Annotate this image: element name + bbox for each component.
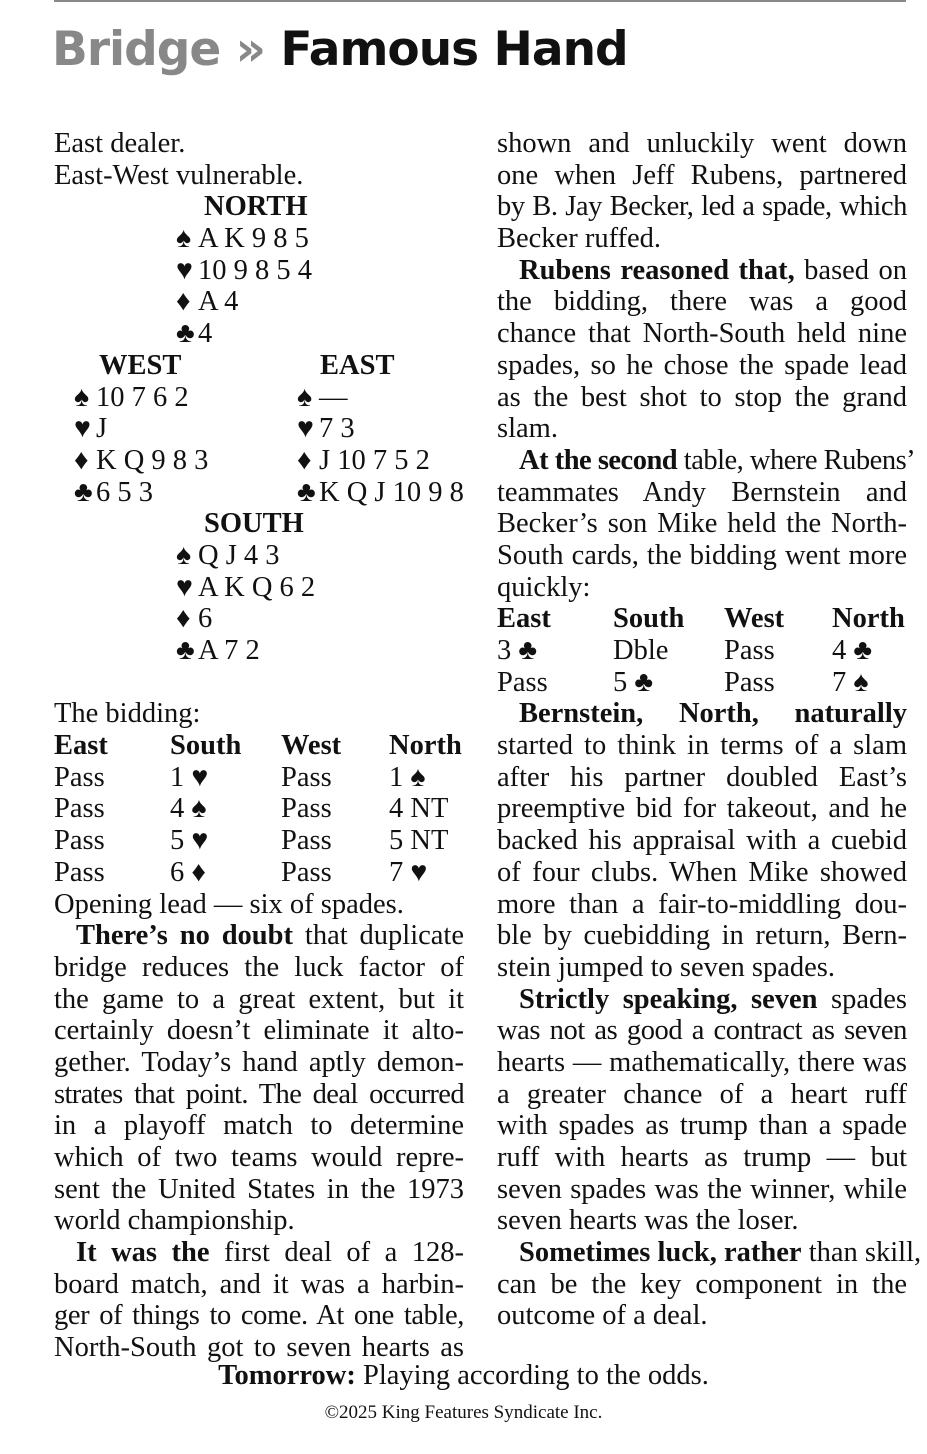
bid-cell: Pass bbox=[724, 635, 775, 666]
left-column bbox=[54, 128, 464, 1364]
text-line: was not as good a contract as seven bbox=[497, 1015, 907, 1047]
dealer-line: East dealer. bbox=[54, 128, 186, 159]
north-clubs: 4 bbox=[198, 318, 213, 350]
text-line: as the best shot to stop the grand bbox=[497, 381, 907, 413]
bidding-row bbox=[497, 667, 907, 699]
diamond-icon: ♦ bbox=[74, 444, 89, 476]
diamond-icon: ♦ bbox=[176, 286, 191, 318]
text-line: that duplicate bbox=[293, 920, 464, 952]
text-line: more than a fair-to-middling dou- bbox=[497, 888, 907, 920]
west-hearts: J bbox=[96, 413, 108, 445]
article-paragraph bbox=[497, 255, 907, 445]
east-diamonds: J 10 7 5 2 bbox=[319, 444, 430, 476]
text-line: than skill, bbox=[801, 1237, 922, 1269]
east-label: EAST bbox=[320, 349, 395, 381]
north-diamonds: A 4 bbox=[198, 286, 239, 318]
south-clubs: A 7 2 bbox=[198, 635, 260, 667]
west-spades: 10 7 6 2 bbox=[96, 381, 189, 413]
bidding-table-second bbox=[497, 603, 907, 698]
text-line: table, where Rubens’ bbox=[677, 444, 916, 476]
west-label: WEST bbox=[99, 349, 182, 381]
bid-cell: 7 ♥ bbox=[389, 856, 428, 888]
bidding-row bbox=[54, 857, 464, 889]
column-title: Famous Hand bbox=[280, 22, 628, 77]
club-icon: ♣ bbox=[297, 476, 316, 508]
bid-cell: Pass bbox=[281, 761, 332, 793]
bid-header-east: East bbox=[497, 603, 551, 635]
bid-header-north: North bbox=[389, 730, 462, 762]
west-cards bbox=[74, 382, 208, 509]
bid-cell: 4 ♠ bbox=[170, 793, 207, 825]
bidding-row bbox=[54, 793, 464, 825]
bid-header-south: South bbox=[613, 603, 685, 635]
east-clubs: K Q J 10 9 8 bbox=[319, 476, 464, 508]
bidding-header-row bbox=[54, 730, 464, 762]
paragraph-lead: At the second bbox=[519, 444, 678, 476]
text-line: ruff with hearts as trump — but bbox=[497, 1142, 907, 1173]
diamond-icon: ♦ bbox=[176, 603, 191, 635]
text-line: certainly doesn’t eliminate it alto- bbox=[54, 1015, 464, 1047]
north-spades: A K 9 8 5 bbox=[198, 223, 309, 255]
club-icon: ♣ bbox=[74, 476, 93, 508]
bidding-row bbox=[497, 635, 907, 667]
text-line: of four clubs. When Mike showed bbox=[497, 856, 907, 888]
east-cards bbox=[297, 382, 464, 509]
text-line: chance that North-South held nine bbox=[497, 318, 907, 350]
bidding-header-row bbox=[497, 603, 907, 635]
text-line: strates that point. The deal occurred bbox=[54, 1078, 464, 1110]
text-line: with spades as trump than a spade bbox=[497, 1110, 907, 1142]
bid-cell: 7 ♠ bbox=[832, 666, 869, 698]
heart-icon: ♥ bbox=[176, 254, 193, 286]
paragraph-lead: It was the bbox=[76, 1237, 210, 1269]
text-line: shown and unluckily went down bbox=[497, 128, 907, 159]
text-line: spades bbox=[817, 983, 908, 1015]
article-paragraph bbox=[497, 444, 916, 603]
paragraph-lead: There’s no doubt bbox=[76, 920, 293, 952]
diamond-icon: ♦ bbox=[297, 444, 312, 476]
east-hand bbox=[320, 350, 394, 382]
text-line: board match, and it was a harbin- bbox=[54, 1268, 464, 1300]
text-line: by B. Jay Becker, led a spade, which bbox=[497, 191, 907, 223]
opening-lead: Opening lead — six of spades. bbox=[54, 888, 404, 920]
spade-icon: ♠ bbox=[297, 381, 313, 413]
text-line: after his partner doubled East’s bbox=[497, 761, 907, 793]
tomorrow-teaser bbox=[0, 1360, 927, 1392]
text-line: bridge reduces the luck factor of bbox=[54, 951, 464, 983]
text-line: can be the key component in the bbox=[497, 1268, 907, 1300]
bid-cell: Pass bbox=[54, 793, 105, 825]
text-line: slam. bbox=[497, 413, 558, 445]
article-paragraph bbox=[497, 698, 907, 983]
tomorrow-text: Playing according to the odds. bbox=[355, 1360, 709, 1391]
bid-cell: Pass bbox=[281, 793, 332, 825]
paragraph-lead: Strictly speaking, seven bbox=[519, 983, 818, 1015]
bid-cell: Dble bbox=[613, 635, 669, 666]
deal-diagram bbox=[54, 191, 464, 698]
text-line: teammates Andy Bernstein and bbox=[497, 476, 907, 508]
page-title bbox=[52, 22, 628, 77]
west-clubs: 6 5 3 bbox=[96, 476, 153, 508]
text-line: hearts — mathematically, there was bbox=[497, 1046, 907, 1078]
bid-cell: Pass bbox=[497, 666, 548, 698]
text-line: quickly: bbox=[497, 571, 591, 603]
section-label: Bridge » bbox=[52, 22, 266, 77]
text-line: North-South got to seven hearts as bbox=[54, 1332, 464, 1364]
bid-cell: 5 NT bbox=[389, 825, 449, 857]
bid-cell: Pass bbox=[724, 666, 775, 698]
text-line: sent the United States in the 1973 bbox=[54, 1173, 464, 1205]
north-hearts: 10 9 8 5 4 bbox=[198, 254, 312, 286]
club-icon: ♣ bbox=[176, 635, 195, 667]
spade-icon: ♠ bbox=[176, 223, 192, 255]
text-line: the game to a great extent, but it bbox=[54, 983, 464, 1015]
text-line: ger of things to come. At one table, bbox=[54, 1300, 464, 1332]
south-spades: Q J 4 3 bbox=[198, 540, 280, 572]
article-paragraph bbox=[497, 1237, 922, 1332]
bid-cell: 5 ♥ bbox=[170, 825, 209, 857]
bidding-table bbox=[54, 730, 464, 888]
text-line: first deal of a 128- bbox=[209, 1237, 464, 1269]
text-line: South cards, the bidding went more bbox=[497, 539, 907, 571]
text-line: gether. Today’s hand aptly demon- bbox=[54, 1046, 464, 1078]
vulnerability-line: East-West vulnerable. bbox=[54, 159, 304, 191]
bid-cell: 6 ♦ bbox=[170, 856, 206, 888]
bidding-row bbox=[54, 762, 464, 794]
text-line: started to think in terms of a slam bbox=[497, 730, 907, 762]
text-line: seven spades was the winner, while bbox=[497, 1173, 907, 1205]
article-paragraph bbox=[54, 1237, 464, 1364]
bid-header-south: South bbox=[170, 730, 242, 762]
copyright: ©2025 King Features Syndicate Inc. bbox=[324, 1402, 603, 1423]
bid-header-west: West bbox=[281, 730, 342, 762]
text-line: one when Jeff Rubens, partnered bbox=[497, 159, 907, 191]
paragraph-lead: Rubens reasoned that, bbox=[519, 254, 795, 286]
bid-cell: Pass bbox=[281, 825, 332, 857]
east-hearts: 7 3 bbox=[319, 413, 355, 445]
article-paragraph bbox=[54, 920, 464, 1237]
text-line: seven hearts was the loser. bbox=[497, 1205, 799, 1237]
bid-cell: 5 ♣ bbox=[613, 666, 654, 698]
bid-cell: 1 ♥ bbox=[170, 761, 209, 793]
heart-icon: ♥ bbox=[297, 413, 314, 445]
text-line: backed his appraisal with a cuebid bbox=[497, 825, 907, 857]
spade-icon: ♠ bbox=[176, 540, 192, 572]
south-cards bbox=[176, 540, 315, 667]
bidding-row bbox=[54, 825, 464, 857]
text-line: outcome of a deal. bbox=[497, 1300, 708, 1332]
article-paragraph bbox=[497, 984, 907, 1238]
north-label: NORTH bbox=[204, 191, 308, 223]
west-hand bbox=[99, 350, 181, 382]
spade-icon: ♠ bbox=[74, 381, 90, 413]
bid-cell: 3 ♣ bbox=[497, 635, 538, 666]
text-line: in a playoff match to determine bbox=[54, 1110, 464, 1142]
club-icon: ♣ bbox=[176, 318, 195, 350]
text-line: spades, so he chose the spade lead bbox=[497, 349, 907, 381]
right-column bbox=[497, 128, 922, 1332]
bid-cell: Pass bbox=[281, 856, 332, 888]
north-hand bbox=[204, 191, 308, 223]
tomorrow-label: Tomorrow: bbox=[218, 1360, 356, 1391]
text-line: stein jumped to seven spades. bbox=[497, 951, 835, 983]
top-rule bbox=[54, 0, 906, 2]
text-line: preemptive bid for takeout, and he bbox=[497, 793, 907, 825]
bid-cell: 4 NT bbox=[389, 793, 449, 825]
paragraph-lead: Sometimes luck, rather bbox=[519, 1237, 802, 1269]
bid-cell: Pass bbox=[54, 856, 105, 888]
bid-header-east: East bbox=[54, 730, 108, 762]
heart-icon: ♥ bbox=[176, 571, 193, 603]
south-hearts: A K Q 6 2 bbox=[198, 571, 316, 603]
bidding-label: The bidding: bbox=[54, 698, 201, 730]
text-line: ble by cuebidding in return, Bern- bbox=[497, 920, 907, 952]
bid-cell: 4 ♣ bbox=[832, 635, 873, 666]
south-hand bbox=[204, 508, 304, 540]
bid-header-north: North bbox=[832, 603, 905, 635]
south-label: SOUTH bbox=[204, 508, 304, 540]
paragraph-lead: Bernstein, North, naturally bbox=[519, 698, 907, 730]
text-line: which of two teams would repre- bbox=[54, 1142, 464, 1173]
bid-header-west: West bbox=[724, 603, 785, 635]
bid-cell: Pass bbox=[54, 825, 105, 857]
bid-cell: Pass bbox=[54, 761, 105, 793]
south-diamonds: 6 bbox=[198, 603, 213, 635]
text-line: the bidding, there was a good bbox=[497, 286, 907, 318]
east-spades: — bbox=[319, 381, 348, 413]
article-paragraph-continued bbox=[497, 128, 907, 255]
text-line: Becker ruffed. bbox=[497, 223, 662, 255]
text-line: a greater chance of a heart ruff bbox=[497, 1078, 907, 1110]
text-line: world championship. bbox=[54, 1205, 295, 1237]
text-line: Becker’s son Mike held the North- bbox=[497, 508, 907, 540]
text-line: based on bbox=[794, 254, 908, 286]
north-cards bbox=[176, 223, 312, 350]
bid-cell: 1 ♠ bbox=[389, 761, 426, 793]
heart-icon: ♥ bbox=[74, 413, 91, 445]
west-diamonds: K Q 9 8 3 bbox=[96, 444, 209, 476]
